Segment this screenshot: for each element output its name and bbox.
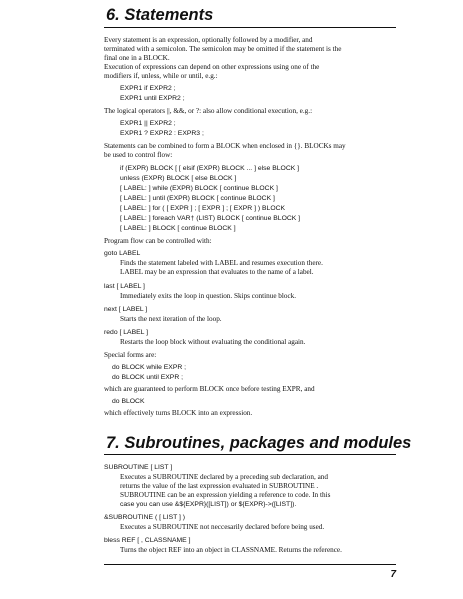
intro-line-4: Execution of expressions can depend on other expressions using one of the xyxy=(104,63,320,71)
flow-term-goto: goto LABEL xyxy=(104,250,141,257)
modifier-example-1: EXPR1 if EXPR2 ; xyxy=(120,85,176,92)
special-form-1: do BLOCK while EXPR ; xyxy=(112,364,187,371)
flow-term-last: last [ LABEL ] xyxy=(104,283,145,290)
section-6-title: 6. Statements xyxy=(106,6,214,24)
control-form-unless: unless (EXPR) BLOCK [ else BLOCK ] xyxy=(120,175,237,182)
intro-line-2: terminated with a semicolon. The semicolon may be omitted if the statement is the xyxy=(104,45,342,53)
sub-desc-1-4: case you can use &${EXPR}([LIST]) or ${EXPR}->([LIST]). xyxy=(120,501,297,508)
flow-desc-next: Starts the next iteration of the loop. xyxy=(120,315,222,323)
sub-term-3: bless REF [ , CLASSNAME ] xyxy=(104,537,191,544)
flow-desc-redo: Restarts the loop block without evaluating the conditional again. xyxy=(120,338,306,346)
logical-ops-line: The logical operators ||, &&, or ?: also allow conditional execution, e.g.: xyxy=(104,107,313,115)
do-block-line: do BLOCK xyxy=(112,398,145,405)
control-form-for: [ LABEL: ] for ( [ EXPR ] ; [ EXPR ] ; [ EXPR ] ) BLOCK xyxy=(120,205,286,212)
sub-term-1: SUBROUTINE [ LIST ] xyxy=(104,464,173,471)
special-intro: Special forms are: xyxy=(104,351,157,359)
sub-desc-1-2: returns the value of the last expression evaluated in SUBROUTINE . xyxy=(120,482,319,490)
control-form-while: [ LABEL: ] while (EXPR) BLOCK [ continue BLOCK ] xyxy=(120,185,278,192)
flow-desc-goto-1: Finds the statement labeled with LABEL and resumes execution there. xyxy=(120,259,323,267)
logical-example-2: EXPR1 ? EXPR2 : EXPR3 ; xyxy=(120,130,204,137)
control-form-until: [ LABEL: ] until (EXPR) BLOCK [ continue BLOCK ] xyxy=(120,195,275,202)
flow-desc-goto-2: LABEL may be an expression that evaluates to the name of a label. xyxy=(120,268,314,276)
control-form-block: [ LABEL: ] BLOCK [ continue BLOCK ] xyxy=(120,225,236,232)
flow-term-redo: redo [ LABEL ] xyxy=(104,329,148,336)
blocks-intro-1: Statements can be combined to form a BLOCK when enclosed in {}. BLOCKs may xyxy=(104,142,346,150)
control-form-if: if (EXPR) BLOCK [ [ elsif (EXPR) BLOCK ... ] else BLOCK ] xyxy=(120,165,300,172)
sub-desc-2: Executes a SUBROUTINE not neccesarily declared before being used. xyxy=(120,523,325,531)
control-form-foreach: [ LABEL: ] foreach VAR† (LIST) BLOCK [ continue BLOCK ] xyxy=(120,215,301,222)
flow-desc-last: Immediately exits the loop in question. Skips continue block. xyxy=(120,292,297,300)
flow-term-next: next [ LABEL ] xyxy=(104,306,148,313)
section-7-title: 7. Subroutines, packages and modules xyxy=(106,434,412,452)
sub-desc-3: Turns the object REF into an object in CLASSNAME. Returns the reference. xyxy=(120,546,342,554)
guaranteed-line: which are guaranteed to perform BLOCK once before testing EXPR, and xyxy=(104,385,315,393)
intro-line-5: modifiers if, unless, while or until, e.g.: xyxy=(104,72,218,80)
modifier-example-2: EXPR1 until EXPR2 ; xyxy=(120,95,185,102)
sub-desc-1-3: SUBROUTINE can be an expression yielding a reference to code. In this xyxy=(120,491,331,499)
special-form-2: do BLOCK until EXPR ; xyxy=(112,374,184,381)
blocks-intro-2: be used to control flow: xyxy=(104,151,173,159)
logical-example-1: EXPR1 || EXPR2 ; xyxy=(120,120,176,127)
section-6-rule xyxy=(104,27,396,28)
page-number: 7 xyxy=(390,569,396,580)
flow-intro: Program flow can be controlled with: xyxy=(104,237,212,245)
sub-term-2: &SUBROUTINE ( [ LIST ] ) xyxy=(104,514,186,521)
intro-line-1: Every statement is an expression, optionally followed by a modifier, and xyxy=(104,36,313,44)
effectively-line: which effectively turns BLOCK into an expression. xyxy=(104,409,253,417)
footer-rule xyxy=(104,564,396,565)
sub-desc-1-1: Executes a SUBROUTINE declared by a preceding sub declaration, and xyxy=(120,473,328,481)
intro-line-3: final one in a BLOCK. xyxy=(104,54,170,62)
section-7-rule xyxy=(104,454,396,455)
